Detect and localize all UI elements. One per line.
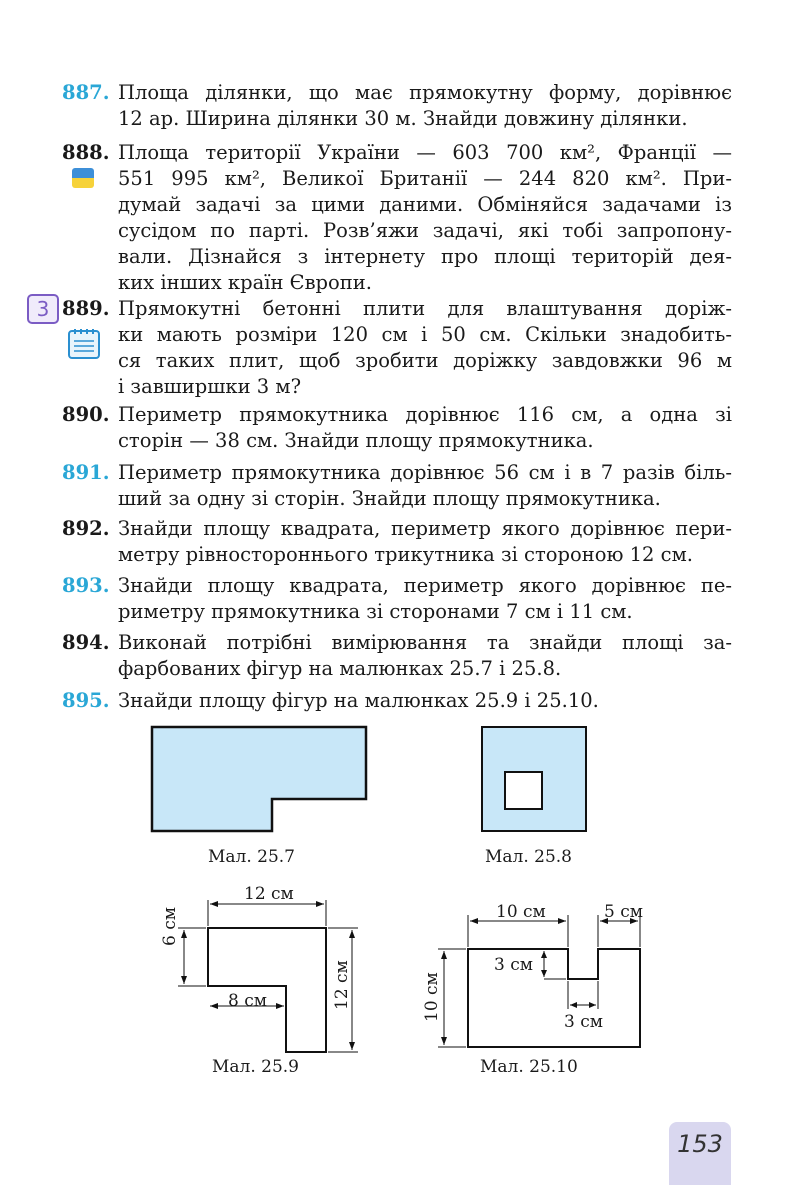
problem-number: 891. [62, 461, 110, 484]
problem-number: 887. [62, 81, 110, 104]
dimension-label: 12 см [244, 884, 294, 904]
problem-number: 895. [62, 689, 110, 712]
problem-line: 12 ар. Ширина ділянки 30 м. Знайди довжину ділянки. [118, 107, 688, 130]
dimension-label: 3 см [494, 955, 533, 975]
problem-number: 892. [62, 517, 110, 540]
problem-line: Периметр прямокутника дорівнює 116 см, а одна зі [118, 403, 732, 426]
problem-line: Прямокутні бетонні плити для влаштування доріж- [118, 297, 732, 320]
problem-892 [62, 516, 732, 568]
dimension-label: 5 см [604, 902, 643, 922]
figure-25-7 [150, 725, 370, 835]
problem-line: ший за одну зі сторін. Знайди площу прямокутника. [118, 487, 661, 510]
figure-caption: Мал. 25.8 [485, 847, 573, 867]
level-badge: 3 [27, 294, 59, 324]
figure-caption: Мал. 25.7 [208, 847, 296, 867]
dimension-label: 8 см [228, 991, 267, 1011]
problem-line: Площа території України — 603 700 км², Франції — [118, 141, 732, 164]
problem-number: 890. [62, 403, 110, 426]
problem-line: думай задачі за цими даними. Обміняйся задачами із [118, 193, 732, 216]
problem-890 [62, 402, 732, 454]
problem-number: 889. [62, 297, 110, 320]
problem-line: Знайди площу квадрата, периметр якого дорівнює пе- [118, 574, 732, 597]
problem-887 [62, 80, 732, 132]
dimension-label: 6 см [160, 907, 180, 946]
figure-caption: Мал. 25.10 [480, 1057, 578, 1077]
problem-line: вали. Дізнайся з інтернету про площі територій дея- [118, 245, 732, 268]
problem-line: Знайди площу квадрата, периметр якого дорівнює пери- [118, 517, 732, 540]
problem-line: риметру прямокутника зі сторонами 7 см і 11 см. [118, 600, 633, 623]
problem-line: сусідом по парті. Розв’яжи задачі, які тобі запропону- [118, 219, 732, 242]
dimension-label: 10 см [422, 972, 442, 1022]
page-number: 153 [669, 1122, 731, 1185]
problem-888 [62, 140, 732, 296]
dimension-label: 3 см [564, 1012, 603, 1032]
problem-number: 894. [62, 631, 110, 654]
problem-number: 893. [62, 574, 110, 597]
problem-891 [62, 460, 732, 512]
problem-line: ки мають розміри 120 см і 50 см. Скільки знадобить- [118, 323, 732, 346]
problem-893 [62, 573, 732, 625]
figure-caption: Мал. 25.9 [212, 1057, 300, 1077]
problem-line: Площа ділянки, що має прямокутну форму, дорівнює [118, 81, 732, 104]
problem-line: фарбованих фігур на малюнках 25.7 і 25.8. [118, 657, 562, 680]
dimension-label: 12 см [332, 960, 352, 1010]
problem-line: Знайди площу фігур на малюнках 25.9 і 25.10. [118, 689, 599, 712]
problem-line: 551 995 км², Великої Британії — 244 820 км². При- [118, 167, 732, 190]
problem-line: сторін — 38 см. Знайди площу прямокутника. [118, 429, 594, 452]
problem-line: ких інших країн Європи. [118, 271, 372, 294]
problem-number: 888. [62, 141, 110, 164]
figure-25-8 [480, 725, 590, 835]
problem-889 [62, 296, 732, 400]
problem-line: метру рівностороннього трикутника зі стороною 12 см. [118, 543, 693, 566]
problem-line: Виконай потрібні вимірювання та знайди площі за- [118, 631, 732, 654]
problem-894 [62, 630, 732, 682]
problem-line: і завширшки 3 м? [118, 375, 302, 398]
problem-line: Периметр прямокутника дорівнює 56 см і в 7 разів біль- [118, 461, 732, 484]
dimension-label: 10 см [496, 902, 546, 922]
problem-line: ся таких плит, щоб зробити доріжку завдовжки 96 м [118, 349, 732, 372]
problem-895 [62, 688, 732, 714]
